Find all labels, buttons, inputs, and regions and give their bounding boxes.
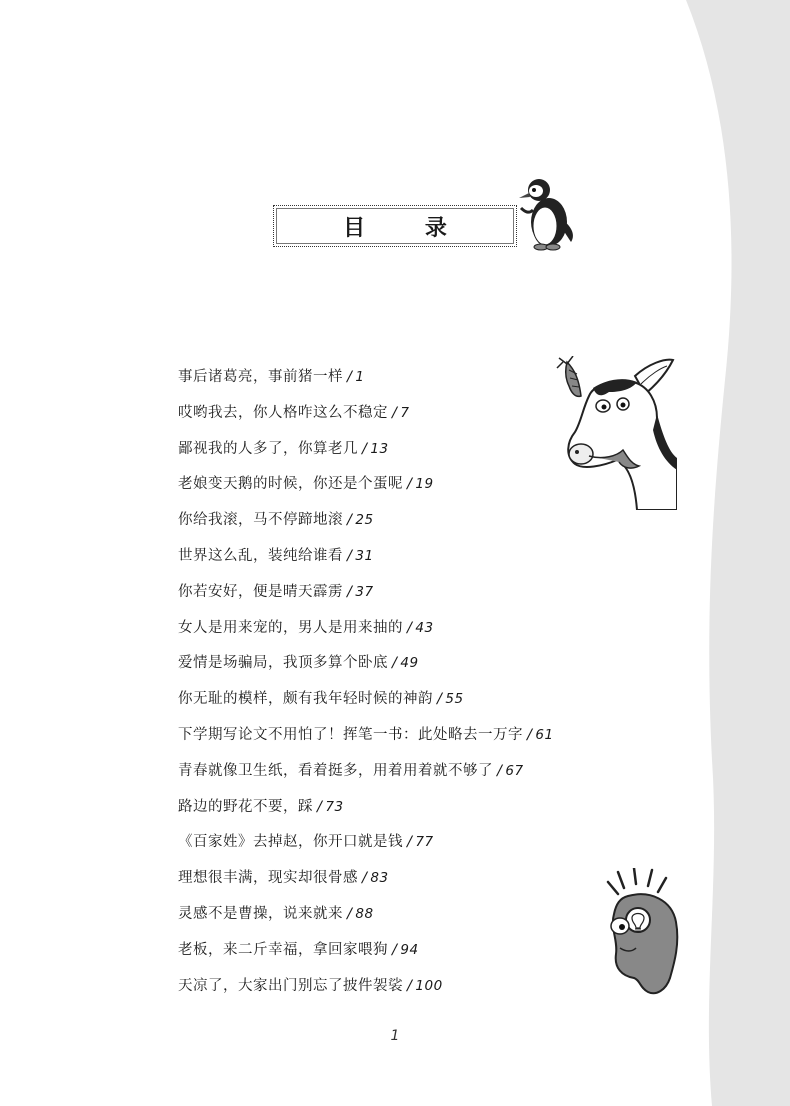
toc-entry-title: 你给我滚，马不停蹄地滚 xyxy=(178,512,343,529)
toc-entry[interactable] xyxy=(178,718,554,754)
toc-entry-title: 理想很丰满，现实却很骨感 xyxy=(178,870,358,887)
toc-entry-title: 鄙视我的人多了，你算老几 xyxy=(178,440,358,457)
toc-entry[interactable] xyxy=(178,646,554,682)
toc-entry-title: 下学期写论文不用怕了！挥笔一书：此处略去一万字 xyxy=(178,726,523,743)
toc-entry[interactable] xyxy=(178,897,554,933)
toc-entry-page: 61 xyxy=(535,726,554,743)
toc-entry-title: 老娘变天鹅的时候，你还是个蛋呢 xyxy=(178,476,403,493)
toc-separator: / xyxy=(497,762,503,779)
toc-entry-title: 路边的野花不要，踩 xyxy=(178,798,313,815)
toc-separator: / xyxy=(407,977,413,994)
page-title: 目 录 xyxy=(343,214,473,241)
toc-entry-title: 你若安好，便是晴天霹雳 xyxy=(178,583,343,600)
toc-entry-title: 哎哟我去，你人格咋这么不稳定 xyxy=(178,404,388,421)
toc-entry-page: 100 xyxy=(415,977,443,994)
toc-entry-page: 55 xyxy=(445,691,464,708)
toc-entry[interactable] xyxy=(178,432,554,468)
donkey-illustration xyxy=(553,356,677,510)
toc-separator: / xyxy=(392,404,398,421)
toc-entry-page: 13 xyxy=(370,440,389,457)
toc-separator: / xyxy=(317,798,323,815)
toc-entry-page: 88 xyxy=(355,905,374,922)
toc-separator: / xyxy=(362,870,368,887)
toc-separator: / xyxy=(392,941,398,958)
toc-separator: / xyxy=(362,440,368,457)
toc-separator: / xyxy=(392,655,398,672)
toc-list xyxy=(178,360,554,1004)
toc-entry[interactable] xyxy=(178,503,554,539)
toc-separator: / xyxy=(407,476,413,493)
toc-entry-page: 19 xyxy=(415,476,434,493)
toc-entry[interactable] xyxy=(178,825,554,861)
toc-entry[interactable] xyxy=(178,790,554,826)
toc-separator: / xyxy=(407,834,413,851)
toc-entry-page: 67 xyxy=(505,762,524,779)
toc-entry[interactable] xyxy=(178,754,554,790)
toc-entry[interactable] xyxy=(178,396,554,432)
toc-entry-page: 7 xyxy=(400,404,410,421)
toc-entry-page: 73 xyxy=(325,798,344,815)
toc-separator: / xyxy=(347,369,353,385)
lightbulb-head-illustration xyxy=(600,868,684,998)
toc-separator: / xyxy=(527,726,533,743)
toc-separator: / xyxy=(347,583,353,600)
toc-entry[interactable] xyxy=(178,467,554,503)
toc-separator: / xyxy=(347,512,353,529)
toc-entry-page: 77 xyxy=(415,834,434,851)
page-number: 1 xyxy=(390,1028,400,1044)
toc-entry-page: 31 xyxy=(355,547,374,564)
toc-entry-title: 世界这么乱，装纯给谁看 xyxy=(178,547,343,564)
toc-entry[interactable] xyxy=(178,539,554,575)
toc-entry-title: 事后诸葛亮，事前猪一样 xyxy=(178,369,343,385)
toc-separator: / xyxy=(347,547,353,564)
toc-entry[interactable] xyxy=(178,861,554,897)
toc-entry-title: 青春就像卫生纸，看着挺多，用着用着就不够了 xyxy=(178,762,493,779)
toc-entry-title: 女人是用来宠的，男人是用来抽的 xyxy=(178,619,403,636)
toc-entry[interactable] xyxy=(178,969,554,1005)
toc-entry-page: 43 xyxy=(415,619,434,636)
toc-entry[interactable] xyxy=(178,611,554,647)
toc-separator: / xyxy=(407,619,413,636)
toc-entry[interactable] xyxy=(178,575,554,611)
toc-entry-title: 《百家姓》去掉赵，你开口就是钱 xyxy=(178,834,403,851)
toc-entry[interactable] xyxy=(178,682,554,718)
toc-entry[interactable] xyxy=(178,360,554,396)
toc-entry-title: 老板，来二斤幸福，拿回家喂狗 xyxy=(178,941,388,958)
toc-entry-page: 83 xyxy=(370,870,389,887)
toc-entry-page: 25 xyxy=(355,512,374,529)
toc-title-box xyxy=(273,205,517,247)
toc-entry-page: 37 xyxy=(355,583,374,600)
toc-entry-page: 94 xyxy=(400,941,419,958)
toc-entry[interactable] xyxy=(178,933,554,969)
toc-entry-page: 1 xyxy=(355,369,365,385)
toc-separator: / xyxy=(437,691,443,708)
toc-entry-page: 49 xyxy=(400,655,419,672)
toc-entry-title: 爱情是场骗局，我顶多算个卧底 xyxy=(178,655,388,672)
toc-entry-title: 你无耻的模样，颇有我年轻时候的神韵 xyxy=(178,691,433,708)
toc-separator: / xyxy=(347,905,353,922)
toc-entry-title: 天凉了，大家出门别忘了披件袈裟 xyxy=(178,977,403,994)
penguin-illustration xyxy=(515,176,579,252)
toc-entry-title: 灵感不是曹操，说来就来 xyxy=(178,905,343,922)
